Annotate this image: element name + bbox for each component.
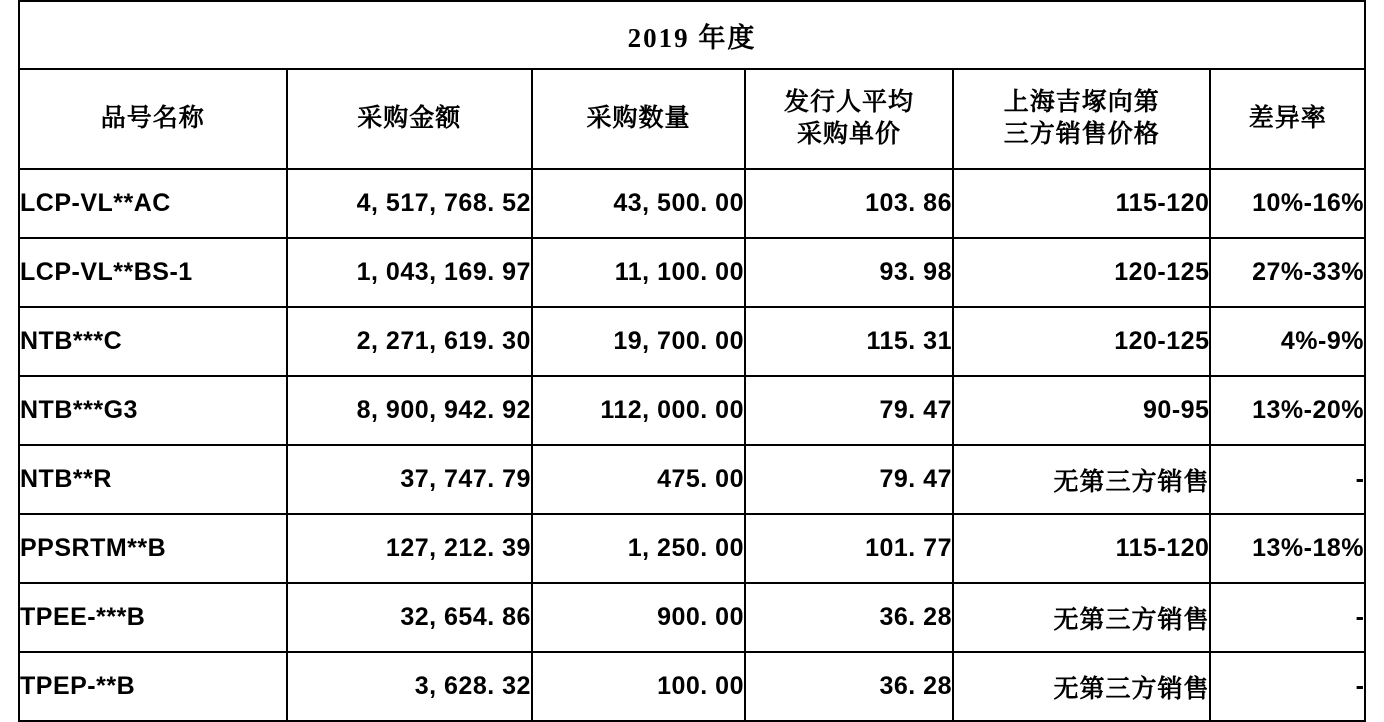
column-header-amount-line1: 采购金额 [357,105,462,132]
table-row [19,238,1365,307]
cell-third-party-price: 无第三方销售 [953,652,1210,721]
cell-third-party-price: 120-125 [953,238,1210,307]
cell-amount: 127, 212. 39 [287,514,532,583]
cell-product-name: PPSRTM**B [19,514,287,583]
cell-amount: 32, 654. 86 [287,583,532,652]
cell-third-party-price: 120-125 [953,307,1210,376]
cell-amount: 3, 628. 32 [287,652,532,721]
cell-avg-price: 36. 28 [745,652,953,721]
column-header-difference-rate-line1: 差异率 [1248,105,1327,132]
cell-third-party-price: 115-120 [953,514,1210,583]
table-year-header-row [19,1,1365,69]
cell-quantity: 112, 000. 00 [532,376,745,445]
cell-quantity: 475. 00 [532,445,745,514]
cell-difference-rate: - [1210,652,1365,721]
cell-quantity: 43, 500. 00 [532,169,745,238]
column-header-quantity-line1: 采购数量 [586,105,691,132]
cell-difference-rate: - [1210,583,1365,652]
cell-third-party-price: 无第三方销售 [953,583,1210,652]
cell-amount: 4, 517, 768. 52 [287,169,532,238]
procurement-comparison-table [18,0,1366,722]
table-year-title: 2019 年度 [19,1,1365,69]
table-row [19,169,1365,238]
cell-quantity: 100. 00 [532,652,745,721]
cell-quantity: 19, 700. 00 [532,307,745,376]
column-header-amount [287,69,532,169]
cell-third-party-price: 无第三方销售 [953,445,1210,514]
cell-product-name: NTB**R [19,445,287,514]
table-row [19,376,1365,445]
cell-product-name: NTB***G3 [19,376,287,445]
cell-difference-rate: 13%-18% [1210,514,1365,583]
cell-avg-price: 79. 47 [745,376,953,445]
cell-difference-rate: 4%-9% [1210,307,1365,376]
cell-amount: 8, 900, 942. 92 [287,376,532,445]
cell-product-name: TPEP-**B [19,652,287,721]
cell-difference-rate: 27%-33% [1210,238,1365,307]
column-header-difference-rate [1210,69,1365,169]
cell-product-name: TPEE-***B [19,583,287,652]
column-header-third-party-price-line2: 三方销售价格 [1003,121,1160,148]
table-row [19,445,1365,514]
column-header-name-line1: 品号名称 [100,105,205,132]
cell-avg-price: 115. 31 [745,307,953,376]
cell-amount: 2, 271, 619. 30 [287,307,532,376]
cell-third-party-price: 90-95 [953,376,1210,445]
cell-avg-price: 103. 86 [745,169,953,238]
table-header-row [19,69,1365,169]
cell-quantity: 11, 100. 00 [532,238,745,307]
column-header-third-party-price-line1: 上海吉塚向第 [1003,89,1160,116]
table-row [19,652,1365,721]
cell-difference-rate: 13%-20% [1210,376,1365,445]
cell-amount: 37, 747. 79 [287,445,532,514]
table-row [19,583,1365,652]
cell-difference-rate: 10%-16% [1210,169,1365,238]
column-header-third-party-price [953,69,1210,169]
cell-avg-price: 79. 47 [745,445,953,514]
cell-avg-price: 36. 28 [745,583,953,652]
table-row [19,307,1365,376]
cell-product-name: NTB***C [19,307,287,376]
cell-amount: 1, 043, 169. 97 [287,238,532,307]
column-header-quantity [532,69,745,169]
column-header-name [19,69,287,169]
cell-product-name: LCP-VL**AC [19,169,287,238]
cell-quantity: 1, 250. 00 [532,514,745,583]
cell-third-party-price: 115-120 [953,169,1210,238]
column-header-avg-price-line1: 发行人平均 [783,89,914,116]
table-row [19,514,1365,583]
cell-difference-rate: - [1210,445,1365,514]
cell-avg-price: 101. 77 [745,514,953,583]
column-header-avg-price [745,69,953,169]
cell-quantity: 900. 00 [532,583,745,652]
cell-product-name: LCP-VL**BS-1 [19,238,287,307]
cell-avg-price: 93. 98 [745,238,953,307]
column-header-avg-price-line2: 采购单价 [796,121,901,148]
